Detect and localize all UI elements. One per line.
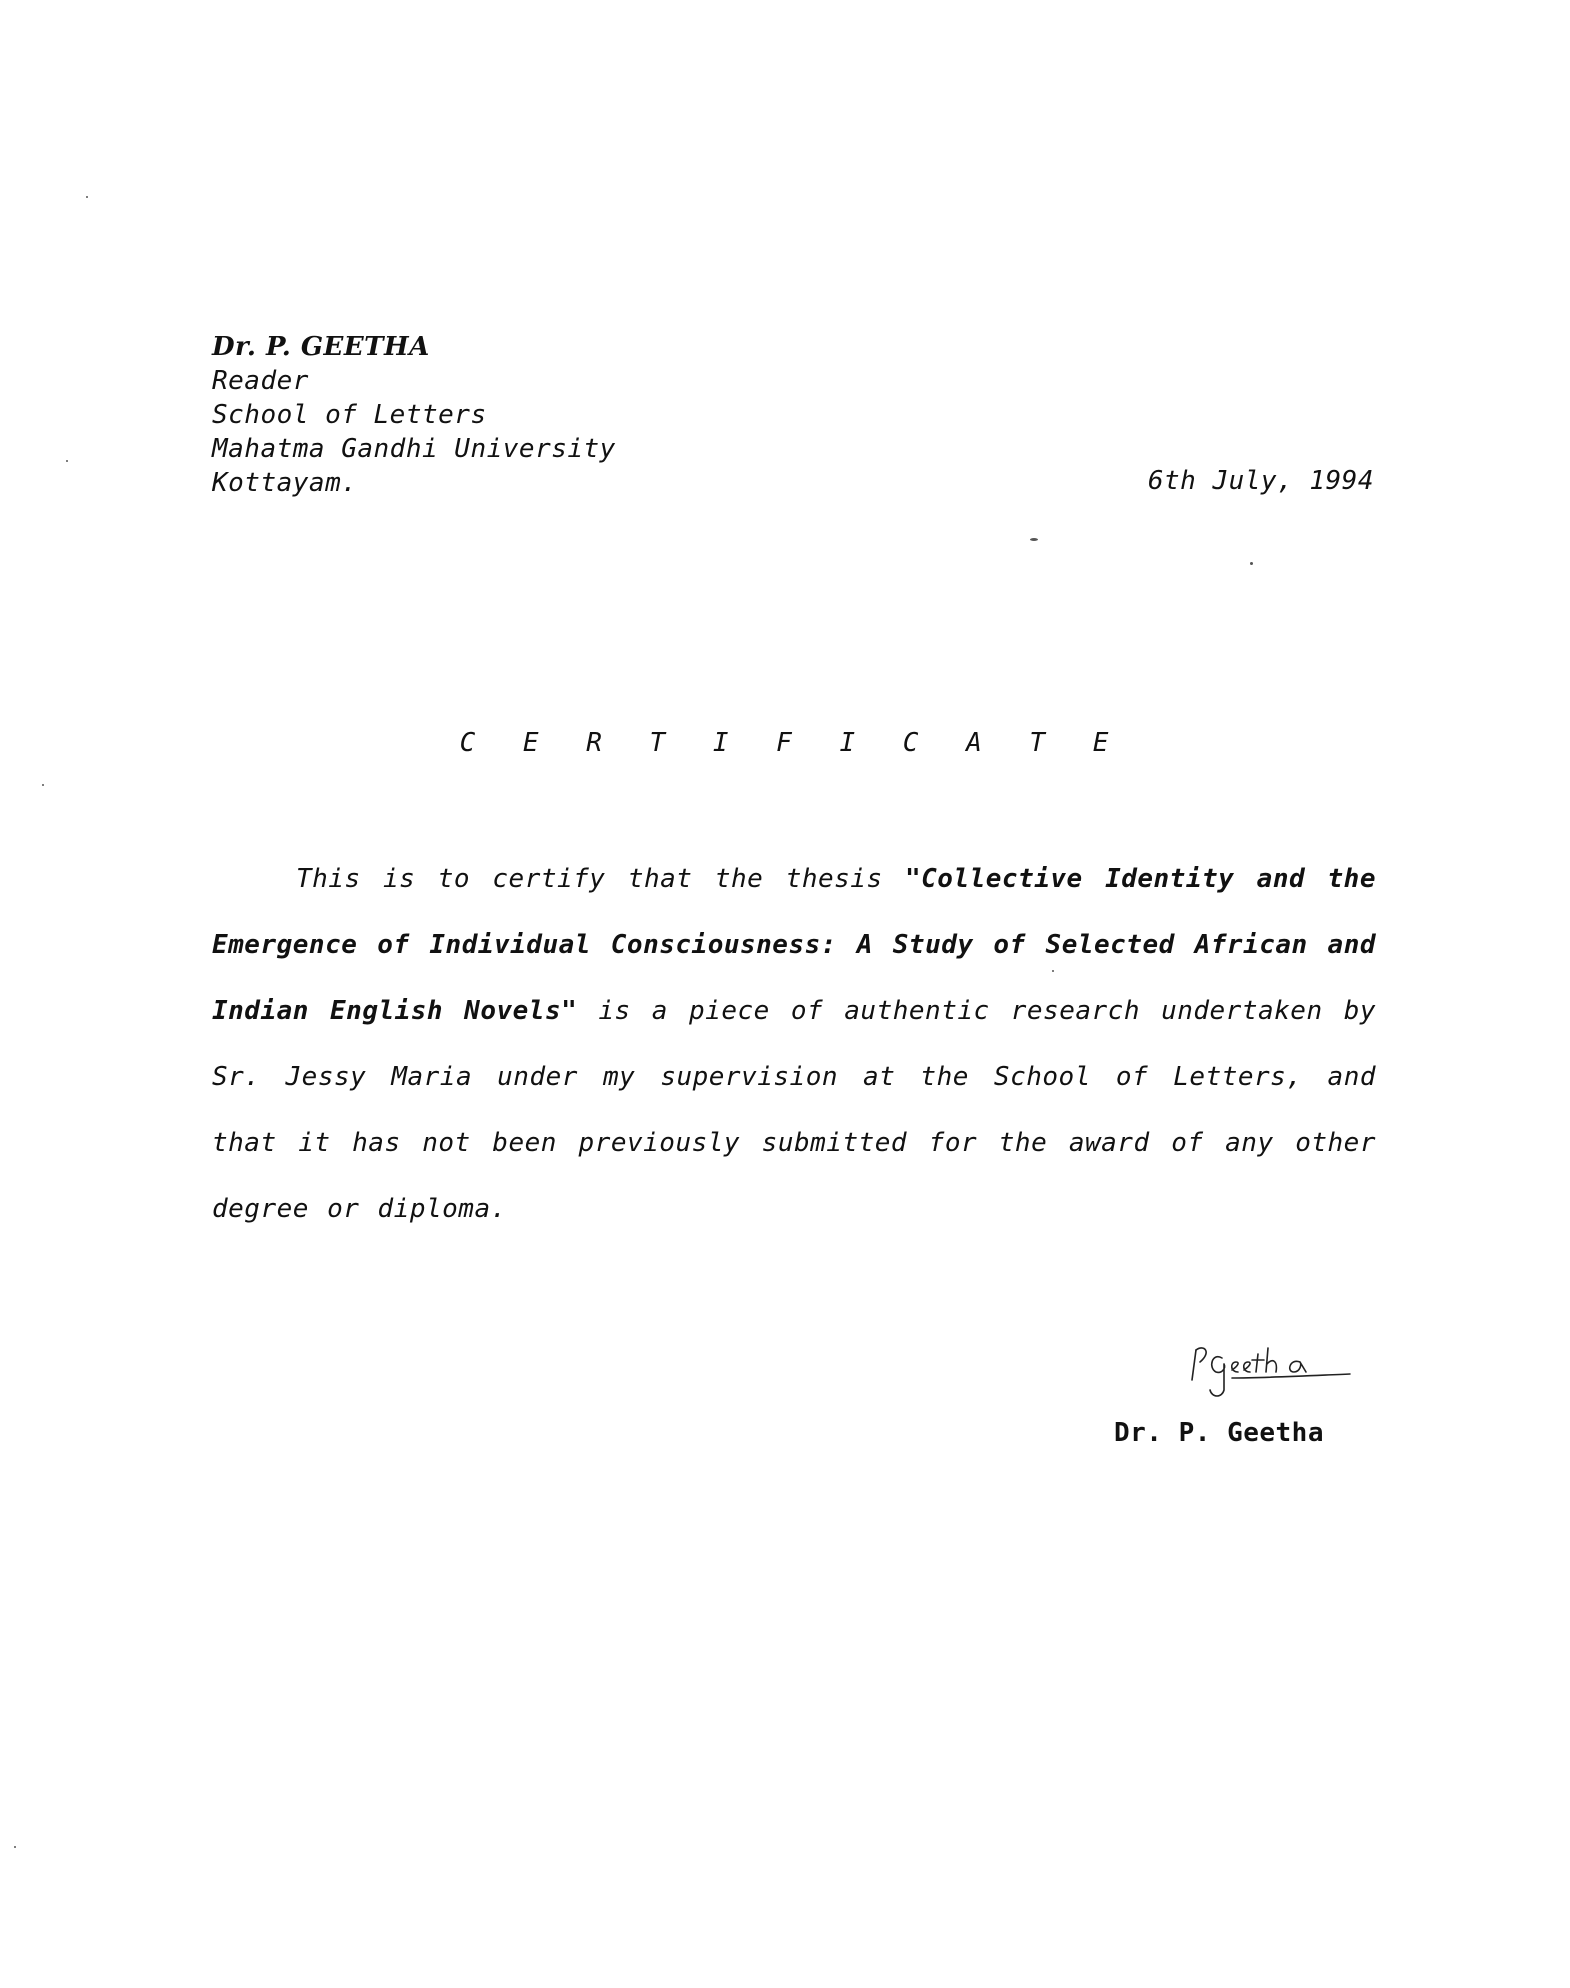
letter-date: 6th July, 1994 [1147, 466, 1374, 496]
handwritten-signature [1182, 1332, 1362, 1404]
thesis-title: "Collective Identity and the Emergence of Individual Consciousness: A Study of Selected African and Indian English Novels" [212, 864, 1376, 1026]
scan-speck [42, 784, 44, 786]
body-rest: is a piece of authentic research undertaken by Sr. Jessy Maria under my supervision at the School of Letters, and that it has not been previously submitted for the award of any other degree or diploma. [212, 996, 1376, 1224]
body-intro: This is to certify that the thesis [296, 864, 905, 894]
scan-speck [1052, 970, 1054, 972]
sender-address-block [212, 330, 616, 500]
scan-speck [86, 196, 88, 198]
sender-department: School of Letters [212, 400, 487, 430]
certificate-body [212, 846, 1376, 1242]
sender-designation: Reader [212, 366, 309, 396]
sender-place: Kottayam. [212, 468, 358, 498]
signatory-name: Dr. P. Geetha [1114, 1418, 1324, 1448]
sender-name: Dr. P. GEETHA [212, 332, 430, 362]
scan-speck [66, 460, 68, 462]
scan-speck [14, 1846, 16, 1848]
scan-speck [1250, 562, 1253, 565]
certificate-heading: C E R T I F I C A T E [459, 728, 1125, 758]
scan-speck [1030, 538, 1038, 541]
sender-institution: Mahatma Gandhi University [212, 434, 616, 464]
